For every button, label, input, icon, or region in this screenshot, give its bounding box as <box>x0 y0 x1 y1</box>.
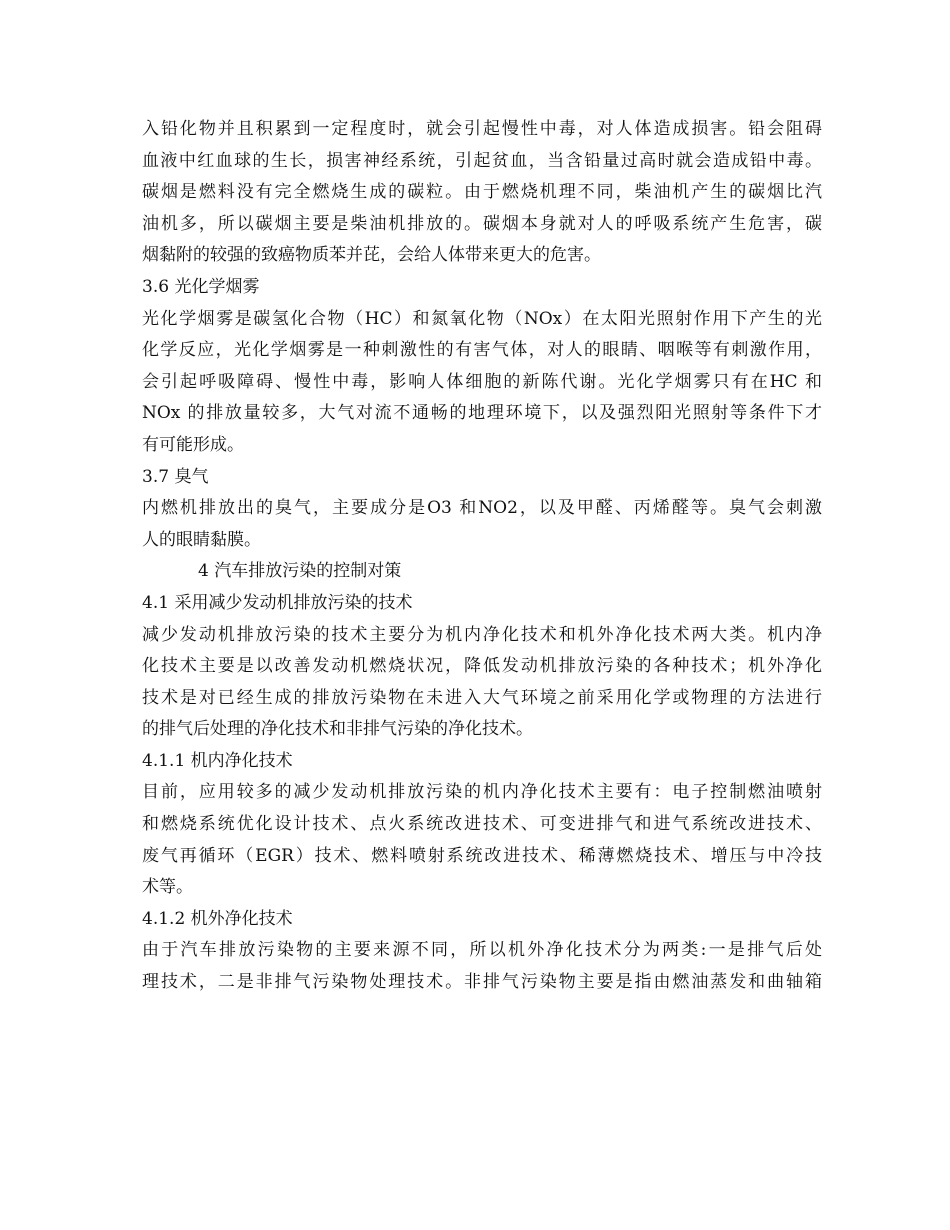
section-heading-3-6: 3.6 光化学烟雾 <box>142 276 260 297</box>
text-line: 内燃机排放出的臭气，主要成分是O3 和NO2，以及甲醛、丙烯醛等。臭气会刺激 <box>142 498 822 519</box>
text-line: 光化学烟雾是碳氢化合物（HC）和氮氧化物（NOx）在太阳光照射作用下产生的光 <box>142 308 822 329</box>
section-heading-4-1-1: 4.1.1 机内净化技术 <box>142 750 293 771</box>
text-line: 血液中红血球的生长，损害神经系统，引起贫血，当含铅量过高时就会造成铅中毒。 <box>142 150 822 171</box>
paragraph-emission-reduction-tech <box>142 620 822 746</box>
text-line: 化技术主要是以改善发动机燃烧状况，降低发动机排放污染的各种技术；机外净化 <box>142 656 822 677</box>
text-line: 碳烟是燃料没有完全燃烧生成的碳粒。由于燃烧机理不同，柴油机产生的碳烟比汽 <box>142 182 822 203</box>
section-heading-4-1: 4.1 采用减少发动机排放污染的技术 <box>142 592 413 613</box>
text-line: 会引起呼吸障碍、慢性中毒，影响人体细胞的新陈代谢。光化学烟雾只有在HC 和 <box>142 371 822 392</box>
paragraph-photochemical-smog <box>142 304 822 462</box>
document-body <box>142 114 822 999</box>
paragraph-in-engine-purification <box>142 777 822 903</box>
chapter-heading-4: 4 汽车排放污染的控制对策 <box>198 561 402 582</box>
text-line: 目前，应用较多的减少发动机排放污染的机内净化技术主要有：电子控制燃油喷射 <box>142 782 822 803</box>
text-line: 烟黏附的较强的致癌物质苯并芘，会给人体带来更大的危害。 <box>142 245 601 266</box>
paragraph-external-purification <box>142 935 822 998</box>
text-line: 和燃烧系统优化设计技术、点火系统改进技术、可变进排气和进气系统改进技术、 <box>142 814 822 835</box>
text-line: 技术是对已经生成的排放污染物在未进入大气环境之前采用化学或物理的方法进行 <box>142 687 822 708</box>
text-line: 有可能形成。 <box>142 434 244 455</box>
text-line: 的排气后处理的净化技术和非排气污染的净化技术。 <box>142 719 533 740</box>
text-line: 术等。 <box>142 877 193 898</box>
text-line: 理技术，二是非排气污染物处理技术。非排气污染物主要是指由燃油蒸发和曲轴箱 <box>142 972 822 993</box>
text-line: NOx 的排放量较多，大气对流不通畅的地理环境下，以及强烈阳光照射等条件下才 <box>142 403 822 424</box>
paragraph-lead-carbon-soot <box>142 114 822 272</box>
text-line: 人的眼睛黏膜。 <box>142 529 261 550</box>
text-line: 化学反应，光化学烟雾是一种刺激性的有害气体，对人的眼睛、咽喉等有刺激作用， <box>142 340 822 361</box>
text-line: 油机多，所以碳烟主要是柴油机排放的。碳烟本身就对人的呼吸系统产生危害，碳 <box>142 213 822 234</box>
section-heading-3-7: 3.7 臭气 <box>142 466 209 487</box>
paragraph-odor <box>142 493 822 556</box>
section-heading-4-1-2: 4.1.2 机外净化技术 <box>142 908 293 929</box>
text-line: 入铅化物并且积累到一定程度时，就会引起慢性中毒，对人体造成损害。铅会阻碍 <box>142 119 822 139</box>
text-line: 废气再循环（EGR）技术、燃料喷射系统改进技术、稀薄燃烧技术、增压与中冷技 <box>142 845 822 866</box>
text-line: 由于汽车排放污染物的主要来源不同，所以机外净化技术分为两类:一是排气后处 <box>142 940 822 961</box>
text-line: 减少发动机排放污染的技术主要分为机内净化技术和机外净化技术两大类。机内净 <box>142 624 822 645</box>
